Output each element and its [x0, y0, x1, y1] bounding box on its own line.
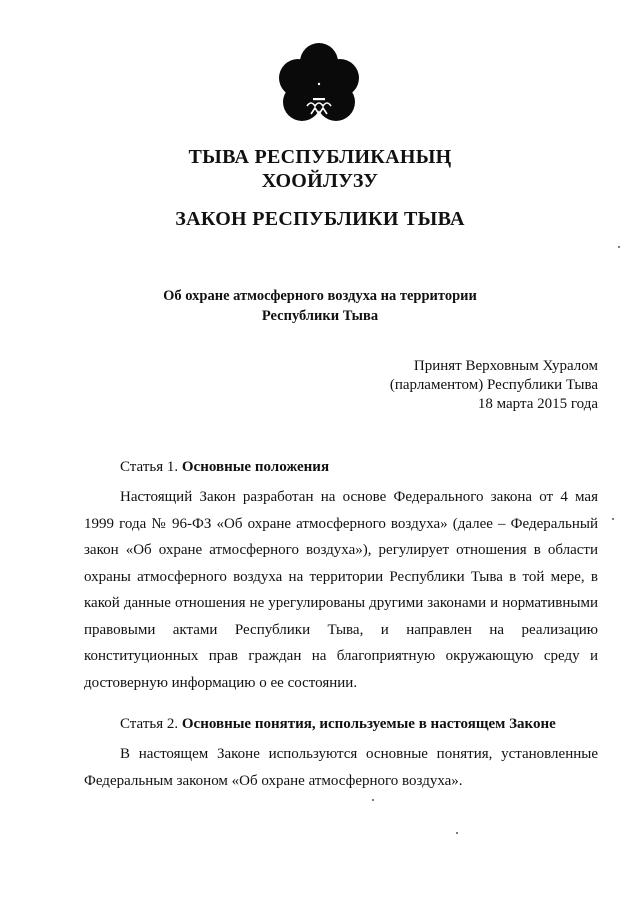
- law-subject: [0, 286, 640, 326]
- adoption-note: [390, 357, 598, 414]
- law-title-russian: ЗАКОН РЕСПУБЛИКИ ТЫВА: [175, 208, 465, 230]
- law-subject-line2: Республики Тыва: [261, 308, 379, 324]
- scan-speck: [372, 799, 374, 801]
- article-1-text: Настоящий Закон разработан на основе Федерального закона от 4 мая 1999 года № 96-ФЗ «Об охране атмосферного воздуха» (далее – Федеральный закон «Об охране атмосферного воздуха»), регулирует отношения в области охраны атмосферного воздуха на территории Республики Тыва в той мере, в какой данные отношения не урегулированы другими законами и нормативными правовыми актами Республики Тыва, и направлен на реализацию конституционных прав граждан на благоприятную окружающую среду и достоверную информацию о ее состоянии.: [84, 489, 598, 691]
- article-1-title: Основные положения: [181, 459, 330, 475]
- law-title-tyvan-line1: ТЫВА РЕСПУБЛИКАНЫҢ: [188, 146, 452, 168]
- article-2-title: Основные понятия, используемые в настоящем Законе: [181, 716, 556, 732]
- adoption-line2: (парламентом) Республики Тыва: [389, 377, 598, 393]
- article-1-heading: [120, 459, 329, 476]
- scan-speck: [612, 518, 614, 520]
- article-2-heading: [120, 716, 556, 733]
- article-1-number: Статья 1.: [120, 459, 179, 475]
- tyva-republic-emblem-icon: [277, 40, 361, 130]
- law-subject-line1: Об охране атмосферного воздуха на территории: [163, 288, 477, 304]
- adoption-line1: Принят Верховным Хуралом: [413, 358, 598, 374]
- scan-speck: [618, 246, 620, 248]
- article-2-number: Статья 2.: [120, 716, 179, 732]
- scan-speck: [456, 832, 458, 834]
- article-2-text: В настоящем Законе используются основные понятия, установленные Федеральным законом «Об охране атмосферного воздуха».: [84, 746, 598, 789]
- adoption-date: 18 марта 2015 года: [477, 396, 598, 412]
- law-title-tyvan-line2: ХООЙЛУЗУ: [261, 170, 379, 192]
